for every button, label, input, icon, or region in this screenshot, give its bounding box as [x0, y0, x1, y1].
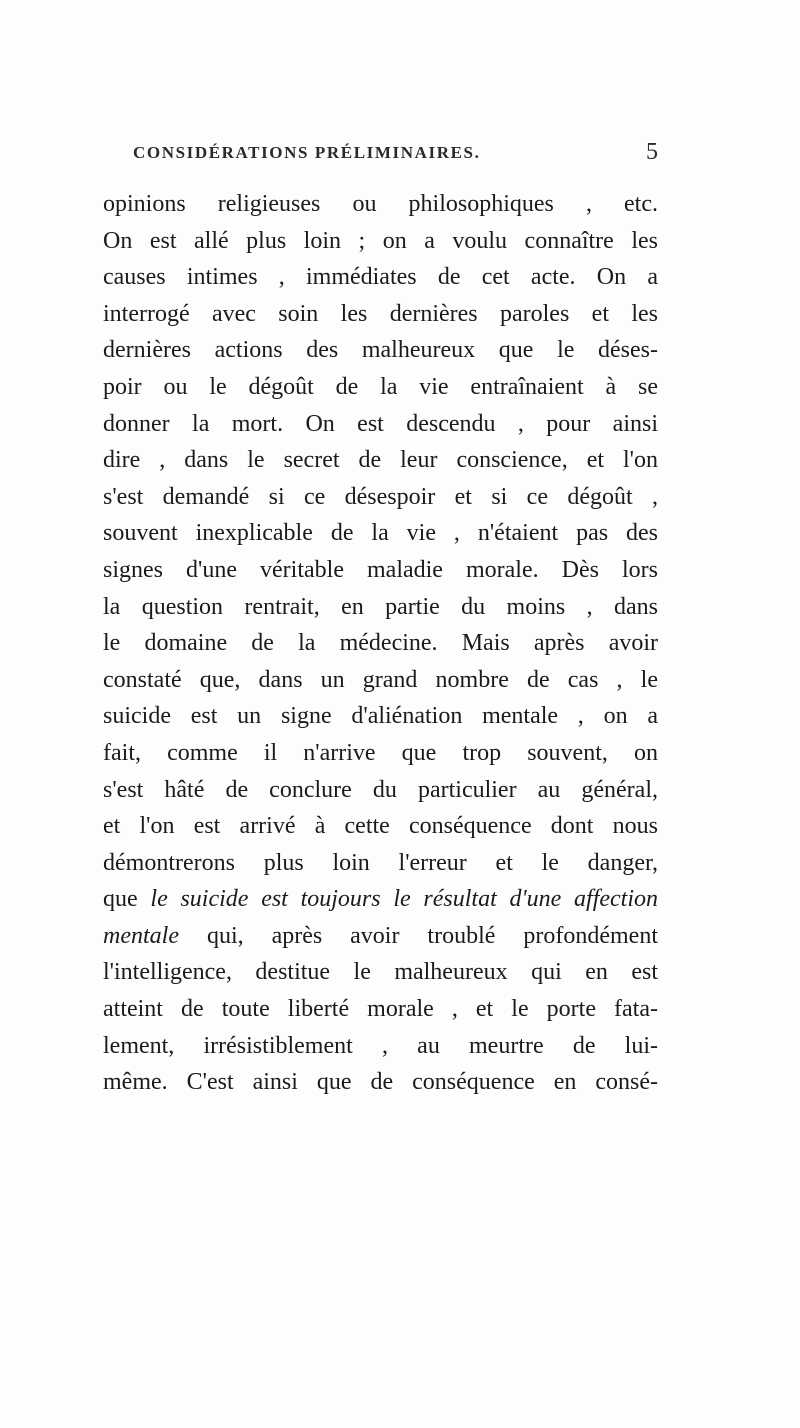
- text-line: constaté que, dans un grand nombre de cas , le: [103, 666, 658, 693]
- text-line: interrogé avec soin les dernières paroles et les: [103, 300, 658, 327]
- body-paragraph: [103, 186, 658, 1101]
- text-line: donner la mort. On est descendu , pour ainsi: [103, 410, 658, 437]
- text-line: le domaine de la médecine. Mais après avoir: [103, 630, 658, 657]
- text-line: dernières actions des malheureux que le déses-: [103, 337, 658, 364]
- text-line: poir ou le dégoût de la vie entraînaient à se: [103, 373, 658, 400]
- text-line: causes intimes , immédiates de cet acte. On a: [103, 264, 658, 291]
- text-line: lement, irrésistiblement , au meurtre de lui-: [103, 1032, 658, 1059]
- text-line: fait, comme il n'arrive que trop souvent, on: [103, 739, 658, 766]
- text-line: [103, 881, 658, 918]
- text-line: même. C'est ainsi que de conséquence en consé-: [103, 1069, 658, 1096]
- page-number: 5: [646, 139, 658, 165]
- italic-phrase: mentale: [103, 922, 179, 949]
- text-segment: que: [103, 886, 151, 913]
- text-line: [103, 918, 658, 955]
- text-line: signes d'une véritable maladie morale. Dès lors: [103, 556, 658, 583]
- running-title: CONSIDÉRATIONS PRÉLIMINAIRES.: [133, 143, 481, 162]
- text-line: suicide est un signe d'aliénation mentale , on a: [103, 703, 658, 730]
- text-line: dire , dans le secret de leur conscience, et l'on: [103, 447, 658, 474]
- text-line: On est allé plus loin ; on a voulu connaître les: [103, 227, 658, 254]
- text-line: s'est hâté de conclure du particulier au général,: [103, 776, 658, 803]
- text-line: s'est demandé si ce désespoir et si ce dégoût ,: [103, 483, 658, 510]
- text-line: opinions religieuses ou philosophiques , etc.: [103, 191, 658, 217]
- running-head: [103, 141, 658, 171]
- text-line: démontrerons plus loin l'erreur et le danger,: [103, 849, 658, 876]
- text-line: atteint de toute liberté morale , et le porte fata-: [103, 996, 658, 1023]
- text-segment: qui, après avoir troublé profondément: [178, 922, 658, 949]
- text-line: la question rentrait, en partie du moins , dans: [103, 593, 658, 620]
- text-line: souvent inexplicable de la vie , n'étaient pas des: [103, 520, 658, 547]
- text-line: et l'on est arrivé à cette conséquence dont nous: [103, 813, 658, 840]
- italic-phrase: le suicide est toujours le résultat d'une affection: [150, 886, 658, 913]
- text-line: l'intelligence, destitue le malheureux qui en est: [103, 959, 658, 986]
